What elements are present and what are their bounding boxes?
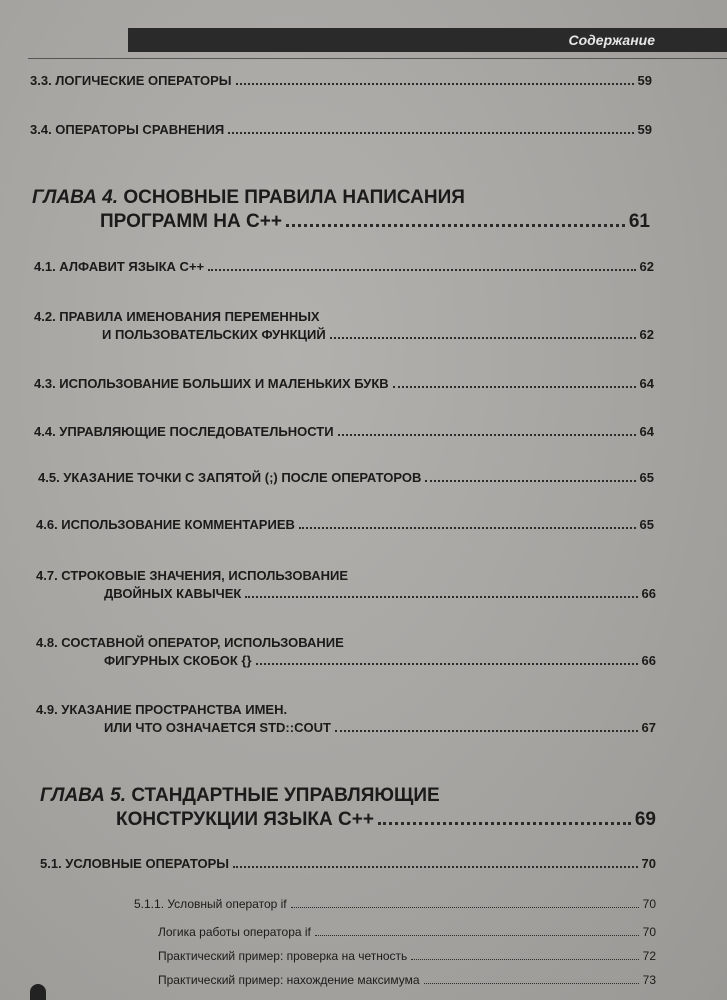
toc-page-number: 64 [639,376,654,391]
toc-page-number: 66 [641,586,656,601]
leader-dots [425,480,635,482]
toc-entry-4-8[interactable] [36,634,656,670]
running-header [128,28,727,52]
toc-entry-title: 4.2. ПРАВИЛА ИМЕНОВАНИЯ ПЕРЕМЕННЫХ [34,309,320,324]
toc-entry-title-line2: ПРОГРАММ НА C++ [100,211,282,232]
toc-entry-title: 4.8. СОСТАВНОЙ ОПЕРАТОР, ИСПОЛЬЗОВАНИЕ [36,635,344,650]
toc-page-number: 62 [639,259,654,274]
toc-entry-title: 4.1. АЛФАВИТ ЯЗЫКА C++ [34,259,205,274]
toc-page-number: 73 [642,973,656,987]
toc-entry-4-1[interactable] [34,258,654,276]
leader-dots [228,132,633,134]
header-rule [28,58,727,59]
toc-page-number: 65 [639,470,654,485]
leader-dots [335,730,638,732]
leader-dots [286,224,625,227]
toc-entry-title: Практический пример: проверка на четность [158,949,408,963]
toc-page-number: 59 [637,73,652,88]
toc-entry-title: 4.9. УКАЗАНИЕ ПРОСТРАНСТВА ИМЕН. [36,702,288,717]
toc-page-number: 70 [641,856,656,871]
leader-dots [424,983,639,984]
toc-page-number: 66 [641,653,656,668]
toc-entry-title: ОСНОВНЫЕ ПРАВИЛА НАПИСАНИЯ [123,187,465,208]
page-corner-shadow [30,984,46,1000]
leader-dots [338,434,636,436]
toc-page-number: 62 [639,327,654,342]
toc-chapter-5[interactable] [40,784,656,832]
toc-entry-title: 4.6. ИСПОЛЬЗОВАНИЕ КОММЕНТАРИЕВ [36,517,295,532]
toc-entry-4-3[interactable] [34,375,654,393]
toc-entry-title-line2: ФИГУРНЫХ СКОБОК {} [104,653,252,668]
toc-entry-title-line2: ИЛИ ЧТО ОЗНАЧАЕТСЯ STD::COUT [104,720,331,735]
toc-chapter-4[interactable] [32,186,650,234]
toc-page-number: 64 [639,424,654,439]
toc-entry-title: 4.7. СТРОКОВЫЕ ЗНАЧЕНИЯ, ИСПОЛЬЗОВАНИЕ [36,568,349,583]
toc-page-number: 61 [628,211,650,232]
leader-dots [233,866,638,868]
toc-page-number: 65 [639,517,654,532]
toc-page-number: 70 [642,897,656,911]
toc-entry-3-3[interactable] [30,72,652,90]
toc-entry-title-line2: И ПОЛЬЗОВАТЕЛЬСКИХ ФУНКЦИЙ [102,327,326,342]
toc-entry-4-2[interactable] [34,308,654,344]
toc-entry-5-1-1[interactable] [134,896,656,912]
toc-page-number: 72 [642,949,656,963]
leader-dots [411,959,638,960]
toc-entry-4-6[interactable] [36,516,654,534]
chapter-label: ГЛАВА 5. [40,785,127,806]
leader-dots [208,269,635,271]
toc-entry-5-1[interactable] [40,855,656,873]
toc-entry-title: СТАНДАРТНЫЕ УПРАВЛЯЮЩИЕ [131,785,440,806]
toc-entry-3-4[interactable] [30,121,652,139]
toc-entry-title: 5.1. УСЛОВНЫЕ ОПЕРАТОРЫ [40,856,229,871]
toc-entry-title-line2: КОНСТРУКЦИИ ЯЗЫКА C++ [116,809,374,830]
toc-page-number: 70 [642,925,656,939]
leader-dots [330,337,636,339]
toc-entry-example-max[interactable] [158,972,656,988]
leader-dots [378,822,631,825]
toc-entry-4-7[interactable] [36,567,656,603]
toc-page-number: 69 [634,809,656,830]
toc-entry-title: 4.3. ИСПОЛЬЗОВАНИЕ БОЛЬШИХ И МАЛЕНЬКИХ БУКВ [34,376,389,391]
toc-entry-title: Логика работы оператора if [158,925,311,939]
leader-dots [393,386,636,388]
chapter-label: ГЛАВА 4. [32,187,119,208]
leader-dots [245,596,637,598]
toc-page-number: 67 [641,720,656,735]
running-header-title: Содержание [568,32,655,48]
leader-dots [299,527,636,529]
toc-entry-title-line2: ДВОЙНЫХ КАВЫЧЕК [104,586,242,601]
toc-entry-4-9[interactable] [36,701,656,737]
leader-dots [315,935,639,936]
leader-dots [236,83,634,85]
leader-dots [256,663,638,665]
toc-entry-title: 4.5. УКАЗАНИЕ ТОЧКИ С ЗАПЯТОЙ (;) ПОСЛЕ ОПЕРАТОРОВ [38,470,422,485]
toc-entry-title: 4.4. УПРАВЛЯЮЩИЕ ПОСЛЕДОВАТЕЛЬНОСТИ [34,424,334,439]
toc-entry-title: Практический пример: нахождение максимума [158,973,420,987]
toc-entry-logic-if[interactable] [158,924,656,940]
toc-entry-4-4[interactable] [34,423,654,441]
toc-entry-title: 5.1.1. Условный оператор if [134,897,287,911]
toc-entry-title: 3.4. ОПЕРАТОРЫ СРАВНЕНИЯ [30,122,225,137]
toc-page-number: 59 [637,122,652,137]
leader-dots [291,907,639,908]
toc-entry-title: 3.3. ЛОГИЧЕСКИЕ ОПЕРАТОРЫ [30,73,232,88]
toc-entry-example-even[interactable] [158,948,656,964]
toc-entry-4-5[interactable] [38,469,654,487]
